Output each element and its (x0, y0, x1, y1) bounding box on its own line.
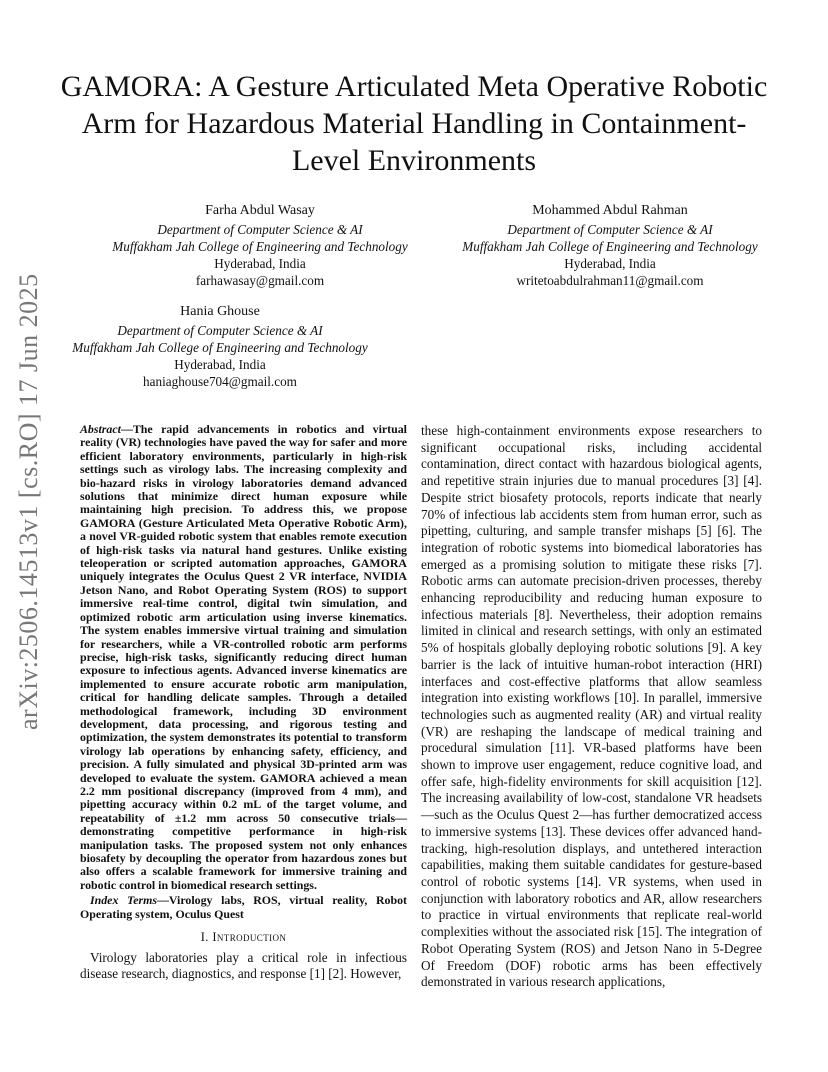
intro-paragraph-left: Virology laboratories play a critical role in infectious disease research, diagnostics, and response [1] [2]. However, (80, 949, 407, 982)
arxiv-identifier: arXiv:2506.14513v1 [cs.RO] 17 Jun 2025 (14, 273, 43, 730)
index-terms-text: —Virology labs, ROS, virtual reality, Robot Operating system, Oculus Quest (80, 893, 408, 921)
section-title: Introduction (212, 930, 287, 945)
author-college: Muffakham Jah College of Engineering and Technology (112, 239, 408, 254)
author-email[interactable]: haniaghouse704@gmail.com (143, 374, 297, 389)
left-column (80, 423, 407, 983)
intro-paragraph-right: these high-containment environments expose researchers to significant occupational risks, including accidental contamination, direct contact with hazardous biological agents, and repetitive strain injuries due to manual procedures [3] [4]. Despite strict biosafety protocols, reports indicate that nearly 70% of infectious lab accidents stem from human error, such as pipetting, culturing, and sample transfer mishaps [5] [6]. The integration of robotic systems into biomedical laboratories has emerged as a promising solution to mitigate these risks [7]. Robotic arms can automate precision-driven processes, thereby enhancing reproducibility and reducing human exposure to infectious materials [8]. Nevertheless, their adoption remains limited in clinical and research settings, with only an estimated 5% of hospitals globally deploying robotic solutions [9]. A key barrier is the lack of intuitive human-robot interaction (HRI) interfaces and cost-effective platforms that allow seamless integration into existing workflows [10]. In parallel, immersive technologies such as augmented reality (AR) and virtual reality (VR) are reshaping the landscape of medical training and procedural simulation [11]. VR-based platforms have been shown to improve user engagement, reduce cognitive load, and offer safe, high-fidelity environments for skill acquisition [12]. The increasing availability of low-cost, standalone VR headsets—such as the Oculus Quest 2—has further democratized access to immersive systems [13]. These devices offer advanced hand-tracking, high-resolution displays, and untethered interaction capabilities, making them suitable candidates for gesture-based control of robotic systems [14]. VR systems, when used in conjunction with laboratory robotics and AR, allow researchers to practice in virtual environments that replicate real-world complexities without the associated risk [15]. The integration of Robot Operating System (ROS) and Jetson Nano in 5-Degree Of Freedom (DOF) robotic arms has been effectively demonstrated in various research applications, (421, 423, 762, 990)
author-department: Department of Computer Science & AI (157, 222, 363, 237)
section-number: I. (200, 930, 209, 945)
abstract-text: —The rapid advancements in robotics and virtual reality (VR) technologies have paved the way for safer and more efficient laboratory environments, particularly in high-risk settings such as virology labs. The increasing complexity and bio-hazard risks in virology laboratories demand advanced solutions that minimize direct human exposure while maintaining high precision. To address this, we propose GAMORA (Gesture Articulated Meta Operative Robotic Arm), a novel VR-guided robotic system that enables remote execution of high-risk tasks via natural hand gestures. Unlike existing teleoperation or scripted automation approaches, GAMORA uniquely integrates the Oculus Quest 2 VR interface, NVIDIA Jetson Nano, and Robot Operating System (ROS) to support immersive real-time control, digital twin simulation, and optimized robotic arm articulation using inverse kinematics. The system enables immersive virtual training and simulation for researchers, while a VR-controlled robotic arm performs precise, high-risk tasks, significantly reducing direct human exposure to infectious agents. Advanced inverse kinematics are implemented to ensure accurate robotic arm manipulation, critical for handling delicate samples. Through a detailed methodological framework, including 3D environment development, data processing, and rigorous testing and optimization, the system demonstrates its potential to transform virology lab operations by enhancing safety, efficiency, and precision. A fully simulated and physical 3D-printed arm was developed to evaluate the system. GAMORA achieved a mean 2.2 mm positional discrepancy (improved from 4 mm), and pipetting accuracy within 0.2 mL of the target volume, and repeatability of ±1.2 mm across 50 consecutive trials—demonstrating competitive performance in high-risk manipulation tasks. The proposed system not only enhances biosafety by decoupling the operator from hazardous zones but also offers a scalable framework for immersive training and robotic control in biomedical research settings. (80, 422, 407, 892)
index-terms-label: Index Terms (90, 893, 157, 908)
author-location: Hyderabad, India (174, 357, 266, 372)
section-heading (80, 929, 407, 946)
author-location: Hyderabad, India (564, 256, 656, 271)
author-name: Farha Abdul Wasay (205, 203, 315, 218)
author-name: Mohammed Abdul Rahman (532, 203, 688, 218)
author-email[interactable]: writetoabdulrahman11@gmail.com (516, 273, 704, 288)
paper-title: GAMORA: A Gesture Articulated Meta Operative Robotic Arm for Hazardous Material Handling in Containment-Level Environments (60, 70, 768, 177)
author-block-2 (440, 202, 780, 289)
author-department: Department of Computer Science & AI (117, 323, 323, 338)
author-name: Hania Ghouse (180, 304, 260, 319)
author-college: Muffakham Jah College of Engineering and Technology (72, 340, 368, 355)
author-email[interactable]: farhawasay@gmail.com (195, 273, 325, 288)
abstract (80, 423, 407, 892)
index-terms (80, 894, 407, 921)
author-block-3 (55, 303, 385, 390)
author-block-1 (95, 202, 425, 289)
abstract-label: Abstract (80, 422, 121, 436)
right-column (421, 423, 762, 991)
author-location: Hyderabad, India (214, 256, 306, 271)
author-department: Department of Computer Science & AI (507, 222, 713, 237)
author-college: Muffakham Jah College of Engineering and Technology (462, 239, 758, 254)
